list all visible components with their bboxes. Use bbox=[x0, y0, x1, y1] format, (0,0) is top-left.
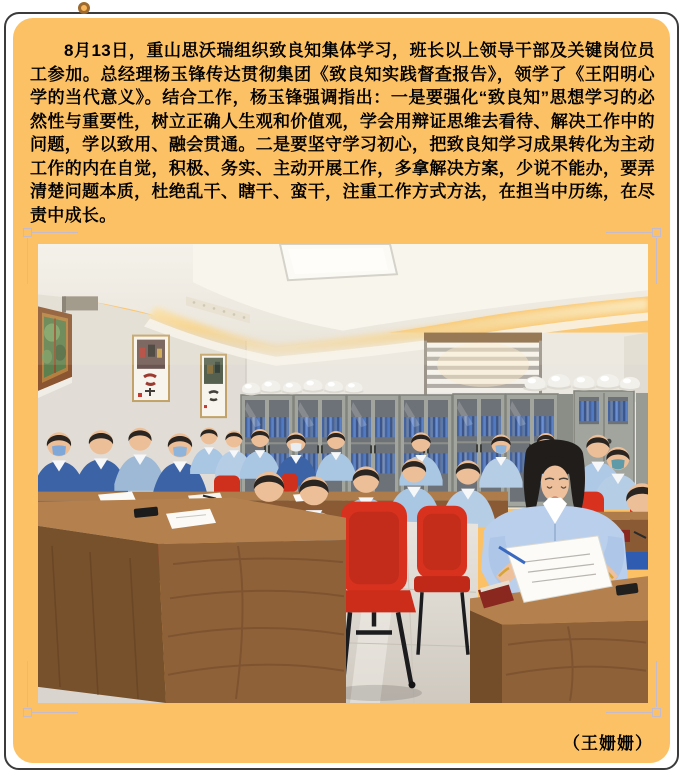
classroom-photo bbox=[38, 244, 648, 703]
attribution-byline: （王姗姗） bbox=[563, 734, 653, 753]
photo-frame[interactable] bbox=[38, 244, 648, 703]
front-desk-left bbox=[38, 498, 346, 703]
article-card bbox=[13, 18, 670, 763]
article-paragraph: 8月13日，重山思沃瑞组织致良知集体学习，班长以上领导干部及关键岗位员工参加。总经理杨玉锋传达贯彻集团《致良知实践督查报告》，领学了《王阳明心学的当代意义》。结合工作，杨玉锋强调指出：一是要强化“致良知”思想学习的必然性与重要性，树立正确人生观和价值观，学会用辩证思维去看待、解决工作中的问题，学以致用、融会贯通。二是要坚守学习初心，把致良知学习成果转化为主动工作的内在自觉，积极、务实、主动开展工作，多拿解决方案，少说不能办，要弄清楚问题本质，杜绝乱干、瞎干、蛮干，注重工作方式方法，在担当中历练，在尽责中成长。 bbox=[30, 41, 655, 225]
corner-pin-icon bbox=[78, 2, 90, 14]
